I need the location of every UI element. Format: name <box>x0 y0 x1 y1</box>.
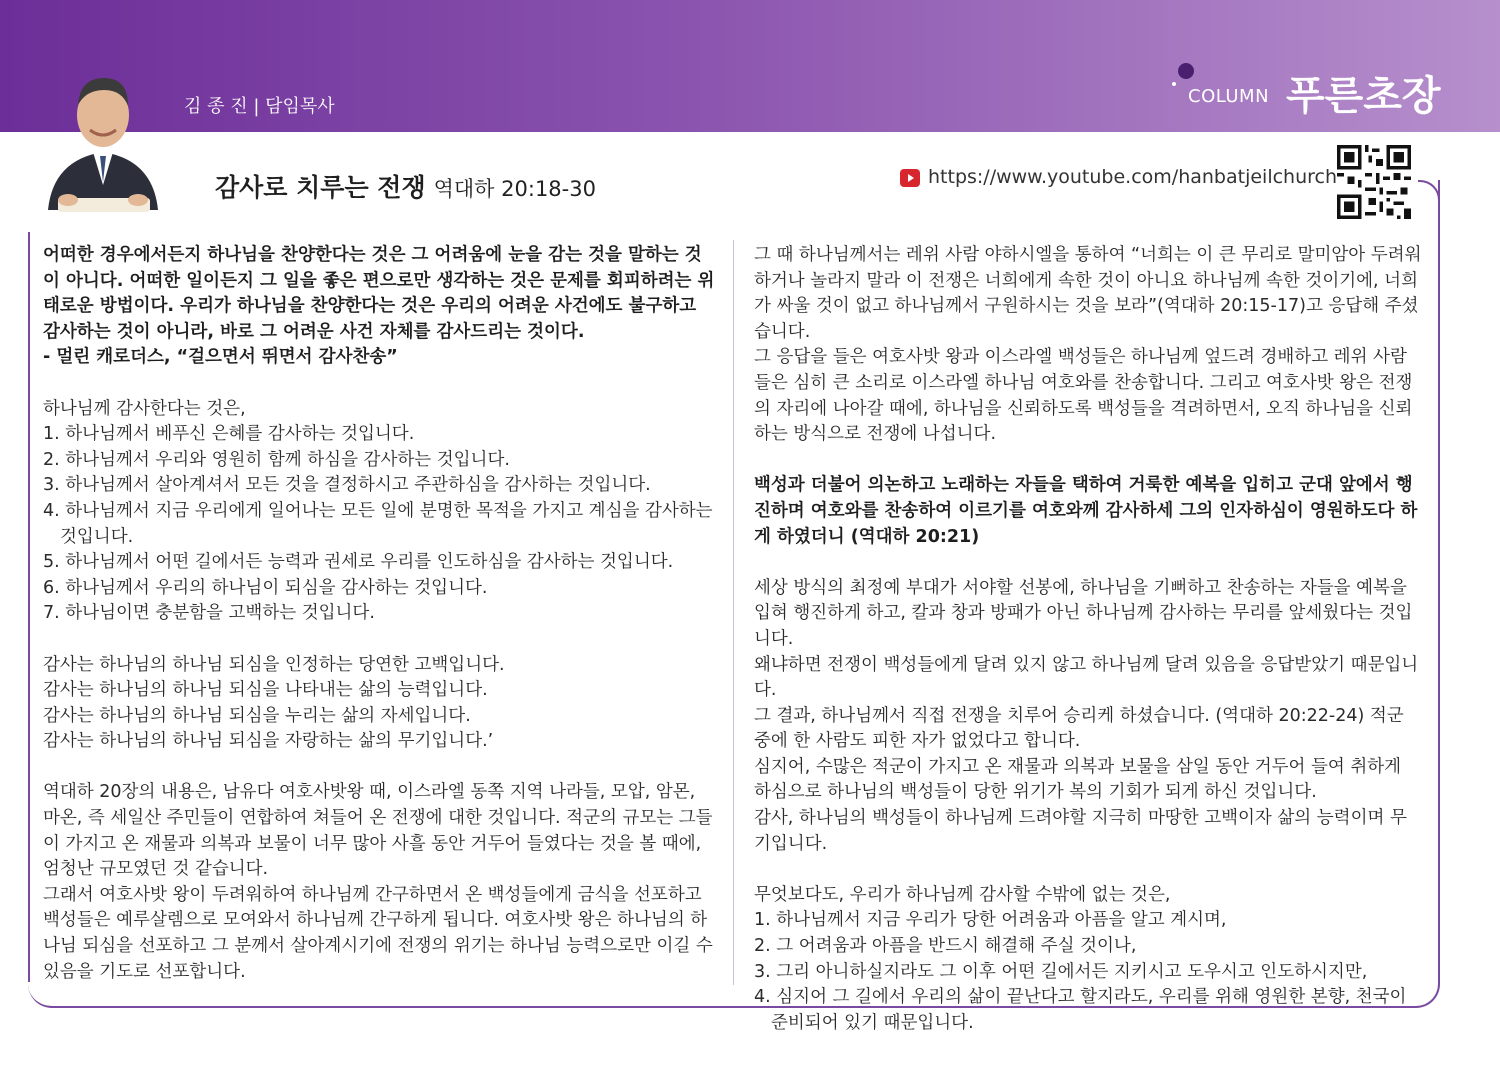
decor-dot-small <box>1172 82 1176 86</box>
article-title: 감사로 치루는 전쟁 <box>215 173 426 202</box>
paragraph: 감사는 하나님의 하나님 되심을 나타내는 삶의 능력입니다. <box>43 680 488 701</box>
paragraph: 그 때 하나님께서는 레위 사람 야하시엘을 통하여 “너희는 이 큰 무리로 말미암아 두려워하거나 놀라지 말라 이 전쟁은 너희에게 속한 것이 아니요 하나님께 속한 것이기에, 너희가 싸울 것이 없고 하나님께서 구원하시는 것을 보라”(역대하 20:15-17)고 응답해 주셨습니다. <box>754 245 1422 342</box>
list-item: 4. 하나님께서 지금 우리에게 일어나는 모든 일에 분명한 목적을 가지고 계심을 감사하는 것입니다. <box>43 500 719 547</box>
column-name: 푸른초장 <box>1286 73 1441 119</box>
column-divider <box>733 240 734 985</box>
paragraph: 감사는 하나님의 하나님 되심을 인정하는 당연한 고백입니다. <box>43 654 505 675</box>
paragraph: 그 응답을 들은 여호사밧 왕과 이스라엘 백성들은 하나님께 엎드려 경배하고 레위 사람들은 심히 큰 소리로 이스라엘 하나님 여호와를 찬송합니다. 그리고 여호사밧 왕은 전쟁의 자리에 나아갈 때에, 하나님을 신뢰하도록 백성들을 격려하면서, 오직 하나님을 신뢰하는 방식으로 전쟁에 나섭니다. <box>754 347 1413 445</box>
list-item: 3. 그리 아니하실지라도 그 이후 어떤 길에서든 지키시고 도우시고 인도하시지만, <box>754 961 1368 982</box>
list-item: 2. 하나님께서 우리와 영원히 함께 하심을 감사하는 것입니다. <box>43 449 510 470</box>
list-item: 5. 하나님께서 어떤 길에서든 능력과 권세로 우리를 인도하심을 감사하는 것입니다. <box>43 552 674 573</box>
paragraph: 감사는 하나님의 하나님 되심을 누리는 삶의 자세입니다. <box>43 705 471 726</box>
list-item: 2. 그 어려움과 아픔을 반드시 해결해 주실 것이나, <box>754 936 1137 957</box>
youtube-link[interactable]: https://www.youtube.com/hanbatjeilchurch <box>928 166 1338 188</box>
paragraph: 그래서 여호사밧 왕이 두려워하여 하나님께 간구하면서 온 백성들에게 금식을 선포하고 백성들은 예루살렘으로 모여와서 하나님께 간구하게 됩니다. 여호사밧 왕은 하나님의 하나님 되심을 선포하고 그 분께서 살아계시기에 전쟁의 위기는 하나님 능력으로만 이길 수 있음을 기도로 선포합니다. <box>43 884 719 982</box>
list-item: 1. 하나님께서 지금 우리가 당한 어려움과 아픔을 알고 계시며, <box>754 910 1227 931</box>
quote-paragraph: 어떠한 경우에서든지 하나님을 찬양한다는 것은 그 어려움에 눈을 감는 것을 말하는 것이 아니다. 어떠한 일이든지 그 일을 좋은 편으로만 생각하는 것은 문제를 회피하려는 위태로운 방법이다. 우리가 하나님을 찬양한다는 것은 우리의 어려운 사건에도 불구하고 감사하는 것이 아니라, 바로 그 어려운 사건 자체를 감사드리는 것이다. <box>43 245 715 342</box>
paragraph: 감사는 하나님의 하나님 되심을 자랑하는 삶의 무기입니다.’ <box>43 731 494 752</box>
paragraph: 왜냐하면 전쟁이 백성들에게 달려 있지 않고 하나님께 달려 있음을 응답받았기 때문입니다. <box>754 654 1419 701</box>
author-name: 김 종 진 | 담임목사 <box>184 96 335 117</box>
frame-left-border <box>28 232 30 982</box>
scripture-quote: 백성과 더불어 의논하고 노래하는 자들을 택하여 거룩한 예복을 입히고 군대 앞에서 행진하며 여호와를 찬송하여 이르기를 여호와께 감사하세 그의 인자하심이 영원하도다 하게 하였더니 (역대하 20:21) <box>754 475 1418 547</box>
right-column <box>754 243 1422 1036</box>
column-label: COLUMN <box>1188 86 1270 107</box>
list-item: 3. 하나님께서 살아계셔서 모든 것을 결정하시고 주관하심을 감사하는 것입니다. <box>43 475 651 496</box>
paragraph: 심지어, 수많은 적군이 가지고 온 재물과 의복과 보물을 삼일 동안 거두어 들여 취하게 하심으로 하나님의 백성들이 당한 위기가 복의 기회가 되게 하신 것입니다. <box>754 756 1407 803</box>
list-item: 7. 하나님이면 충분함을 고백하는 것입니다. <box>43 603 375 624</box>
paragraph: 역대하 20장의 내용은, 남유다 여호사밧왕 때, 이스라엘 동쪽 지역 나라들, 모압, 암몬, 마온, 즉 세일산 주민들이 연합하여 쳐들어 온 전쟁에 대한 것입니다. 적군의 규모는 그들이 가지고 온 재물과 의복과 보물이 너무 많아 사흘 동안 거두어 들였다는 것을 볼 때에, 엄청난 규모였던 것 같습니다. <box>43 782 713 880</box>
paragraph: 무엇보다도, 우리가 하나님께 감사할 수밖에 없는 것은, <box>754 884 1171 905</box>
decor-dot <box>1178 63 1194 79</box>
paragraph: 세상 방식의 최정예 부대가 서야할 선봉에, 하나님을 기뻐하고 찬송하는 자들을 예복을 입혀 행진하게 하고, 칼과 창과 방패가 아닌 하나님께 감사하는 무리를 앞세웠다는 것입니다. <box>754 577 1413 649</box>
paragraph: 하나님께 감사한다는 것은, <box>43 398 246 419</box>
list-item: 4. 심지어 그 길에서 우리의 삶이 끝난다고 할지라도, 우리를 위해 영원한 본향, 천국이 준비되어 있기 때문입니다. <box>754 987 1413 1033</box>
paragraph: 감사, 하나님의 백성들이 하나님께 드려야할 지극히 마땅한 고백이자 삶의 능력이며 무기입니다. <box>754 808 1407 854</box>
scripture-reference: 역대하 20:18-30 <box>433 177 596 201</box>
left-column <box>43 243 719 985</box>
quote-source: - 멀린 캐로더스, “걸으면서 뛰면서 감사찬송” <box>43 347 398 368</box>
list-item: 1. 하나님께서 베푸신 은혜를 감사하는 것입니다. <box>43 424 415 445</box>
paragraph: 그 결과, 하나님께서 직접 전쟁을 치루어 승리케 하셨습니다. (역대하 20:22-24) 적군 중에 한 사람도 피한 자가 없었다고 합니다. <box>754 705 1410 752</box>
list-item: 6. 하나님께서 우리의 하나님이 되심을 감사하는 것입니다. <box>43 577 488 598</box>
